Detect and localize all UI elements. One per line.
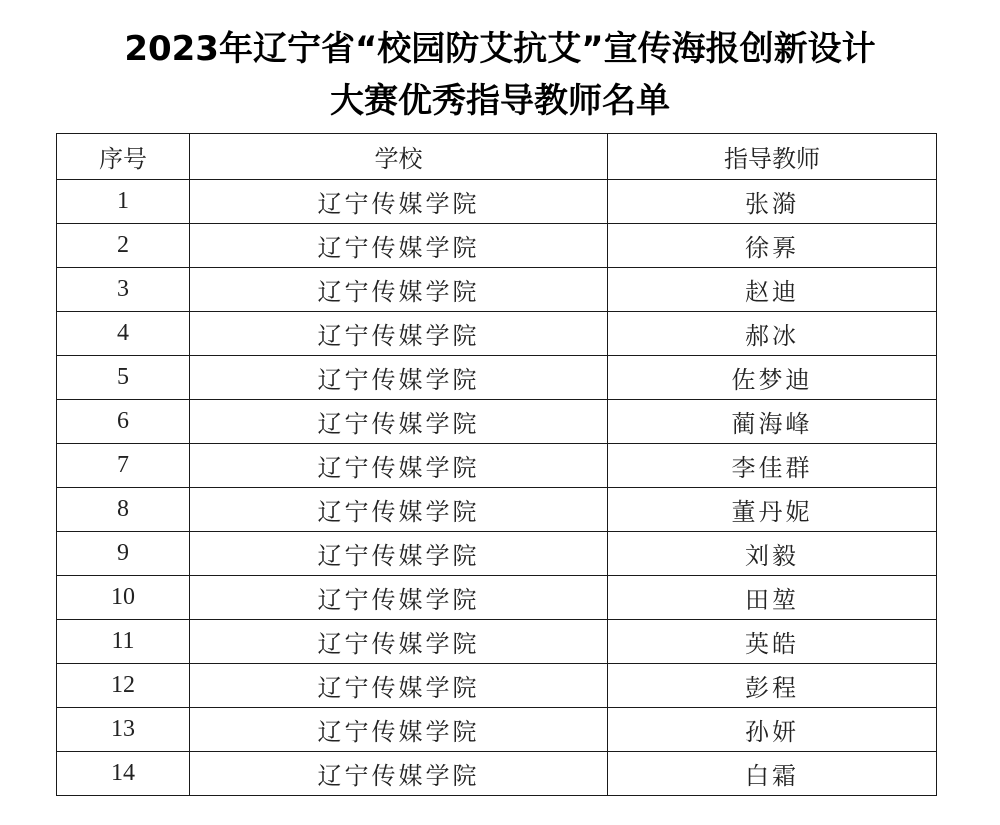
teacher-cell: 刘毅	[608, 532, 937, 576]
teacher-roster-table	[56, 133, 937, 796]
row-index-cell: 3	[57, 268, 190, 312]
teacher-cell: 张漪	[608, 180, 937, 224]
column-header-index: 序号	[57, 134, 190, 180]
table-row	[57, 400, 937, 444]
table-row	[57, 268, 937, 312]
school-cell: 辽宁传媒学院	[190, 268, 608, 312]
school-cell: 辽宁传媒学院	[190, 224, 608, 268]
school-cell: 辽宁传媒学院	[190, 664, 608, 708]
table-row	[57, 356, 937, 400]
row-index-cell: 7	[57, 444, 190, 488]
table-row	[57, 224, 937, 268]
school-cell: 辽宁传媒学院	[190, 532, 608, 576]
teacher-cell: 佐梦迪	[608, 356, 937, 400]
school-cell: 辽宁传媒学院	[190, 444, 608, 488]
row-index-cell: 11	[57, 620, 190, 664]
teacher-cell: 孙妍	[608, 708, 937, 752]
row-index-cell: 8	[57, 488, 190, 532]
document-title-line-2: 大赛优秀指导教师名单	[330, 81, 670, 121]
teacher-cell: 赵迪	[608, 268, 937, 312]
row-index-cell: 12	[57, 664, 190, 708]
row-index-cell: 14	[57, 752, 190, 796]
school-cell: 辽宁传媒学院	[190, 356, 608, 400]
school-cell: 辽宁传媒学院	[190, 708, 608, 752]
school-cell: 辽宁传媒学院	[190, 312, 608, 356]
school-cell: 辽宁传媒学院	[190, 576, 608, 620]
table-row	[57, 180, 937, 224]
row-index-cell: 10	[57, 576, 190, 620]
table-row	[57, 532, 937, 576]
table-row	[57, 664, 937, 708]
row-index-cell: 1	[57, 180, 190, 224]
table-row	[57, 752, 937, 796]
table-header-row	[57, 134, 937, 180]
school-cell: 辽宁传媒学院	[190, 400, 608, 444]
row-index-cell: 4	[57, 312, 190, 356]
table-row	[57, 312, 937, 356]
row-index-cell: 2	[57, 224, 190, 268]
teacher-cell: 白霜	[608, 752, 937, 796]
row-index-cell: 6	[57, 400, 190, 444]
teacher-cell: 郝冰	[608, 312, 937, 356]
table-row	[57, 708, 937, 752]
table-row	[57, 576, 937, 620]
table-row	[57, 488, 937, 532]
school-cell: 辽宁传媒学院	[190, 488, 608, 532]
school-cell: 辽宁传媒学院	[190, 620, 608, 664]
column-header-teacher: 指导教师	[608, 134, 937, 180]
teacher-cell: 李佳群	[608, 444, 937, 488]
document-title-line-1: 2023年辽宁省“校园防艾抗艾”宣传海报创新设计	[124, 29, 876, 69]
teacher-cell: 徐奡	[608, 224, 937, 268]
school-cell: 辽宁传媒学院	[190, 180, 608, 224]
teacher-cell: 英皓	[608, 620, 937, 664]
teacher-cell: 蔺海峰	[608, 400, 937, 444]
teacher-cell: 董丹妮	[608, 488, 937, 532]
row-index-cell: 5	[57, 356, 190, 400]
teacher-cell: 彭程	[608, 664, 937, 708]
table-row	[57, 620, 937, 664]
column-header-school: 学校	[190, 134, 608, 180]
row-index-cell: 13	[57, 708, 190, 752]
row-index-cell: 9	[57, 532, 190, 576]
teacher-cell: 田堃	[608, 576, 937, 620]
table-row	[57, 444, 937, 488]
school-cell: 辽宁传媒学院	[190, 752, 608, 796]
